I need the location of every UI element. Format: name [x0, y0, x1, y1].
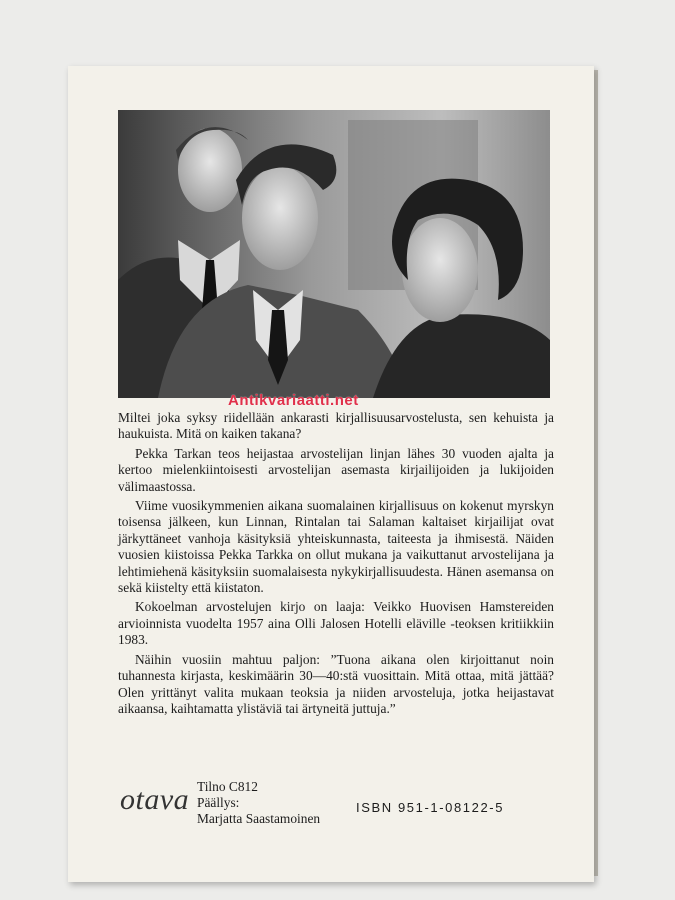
blurb-paragraph: Viime vuosikymmenien aikana suomalainen kirjallisuus on kokenut myrskyn toisensa jälkeen, kun Linnan, Rintalan tai Salaman kaltaiset kirjailijat ovat järkyttäneet vanhoja käsityksiä yhteiskunnasta, taiteesta ja ihmisestä. Näiden vuosien kiistoissa Pekka Tarkka on ollut mukana ja vaikuttanut arvostelijana ja lehtimiehenä käsityksiin suomalaisesta nykykirjallisuudesta. Hänen asemansa on sekä kiistelty että kiistaton.	[118, 498, 554, 596]
credits-block	[197, 779, 320, 828]
blurb-paragraph: Pekka Tarkan teos heijastaa arvostelijan linjan lähes 30 vuoden ajalta ja kertoo mielenkiintoisesti arvostelijan asemasta kirjailijoiden ja lukijoiden välimaastossa.	[118, 445, 554, 494]
publisher-logo: otava	[120, 783, 190, 816]
author-photo	[118, 110, 550, 398]
credit-line: Marjatta Saastamoinen	[197, 811, 321, 827]
isbn-number: ISBN 951-1-08122-5	[356, 800, 505, 815]
blurb-paragraph: Kokoelman arvostelujen kirjo on laaja: Veikko Huovisen Hamstereiden arvioinnista vuodelta 1957 aina Olli Jalosen Hotelli eläville -teoksen kritiikkiin 1983.	[118, 599, 554, 648]
blurb-paragraph: Miltei joka syksy riidellään ankarasti kirjallisuusarvostelusta, sen kehuista ja haukuista. Mitä on kaiken takana?	[118, 410, 554, 442]
credit-line: Päällys:	[197, 795, 240, 811]
watermark-text: Antikvariaatti.net	[228, 392, 359, 409]
blurb-text	[118, 410, 554, 720]
credit-line: Tilno C812	[197, 779, 258, 794]
blurb-paragraph: Näihin vuosiin mahtuu paljon: ”Tuona aikana olen kirjoittanut noin tuhannesta kirjasta, keskimäärin 30—40:stä vuosittain. Mitä ottaa, mitä jättää? Olen yrittänyt valita mukaan teoksia ja niiden arvosteluja, jotka heijastavat aikaansa, kaihtamatta ylistäviä tai ärtyneitä juttuja.”	[118, 651, 554, 716]
